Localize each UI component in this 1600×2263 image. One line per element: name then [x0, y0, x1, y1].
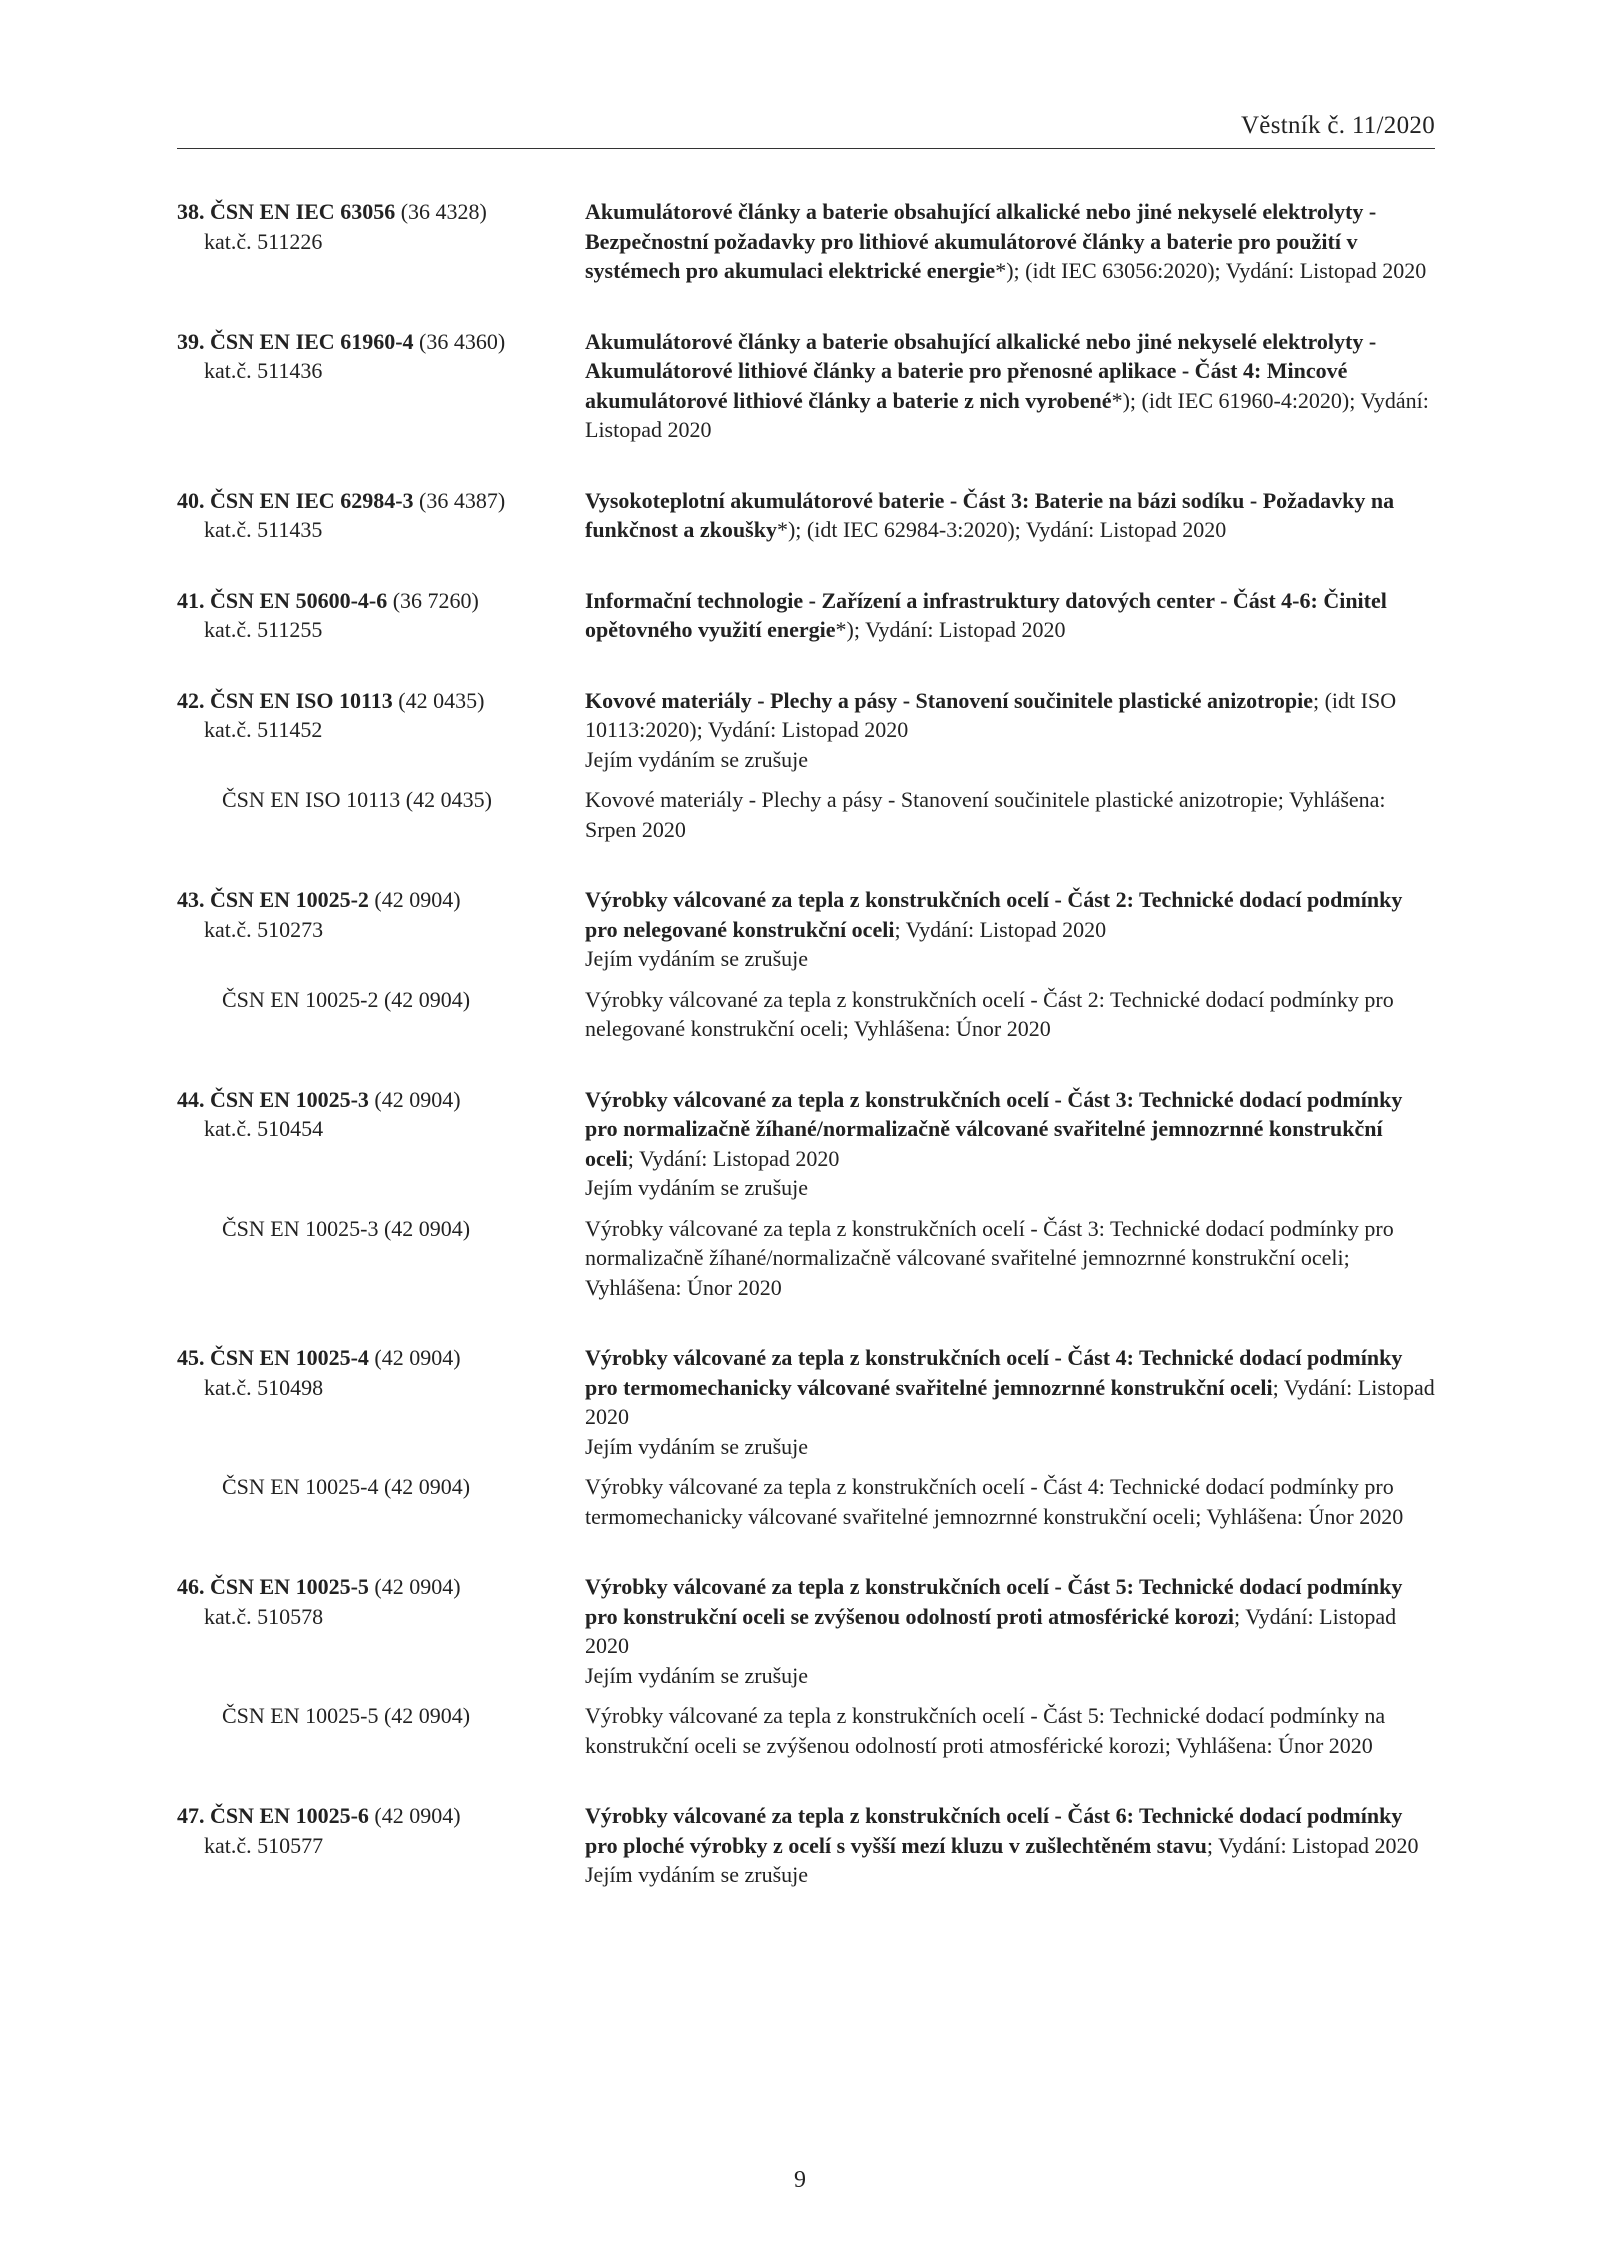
catalog-number: kat.č. 511436 [204, 358, 323, 383]
standard-id: ČSN EN 50600-4-6 [210, 587, 388, 613]
classification-code: (42 0904) [374, 1086, 461, 1112]
standard-info: *); (idt IEC 63056:2020); Vydání: Listopad 2020 [995, 258, 1427, 283]
standard-id: ČSN EN 10025-2 [210, 887, 369, 912]
entry-number: 38. [177, 199, 205, 224]
withdrawn-standard-id: ČSN EN 10025-2 (42 0904) [222, 986, 471, 1012]
entry-number: 42. [177, 687, 205, 713]
withdrawn-standard-title: Výrobky válcované za tepla z konstrukčních ocelí - Část 4: Technické dodací podmínky pro termomechanicky válcované svařitelné jemnozrnné konstrukční oceli; Vyhlášena: Únor 2020 [585, 1474, 1404, 1529]
classification-code: (42 0904) [374, 1574, 461, 1599]
classification-code: (42 0904) [374, 1345, 461, 1370]
page-header [177, 108, 1435, 149]
standard-info: ; Vydání: Listopad 2020 [585, 1603, 1397, 1658]
standard-info: *); Vydání: Listopad 2020 [835, 617, 1066, 642]
catalog-number: kat.č. 511435 [204, 517, 323, 542]
standard-title: Výrobky válcované za tepla z konstrukčních ocelí - Část 6: Technické dodací podmínky pro ploché výrobky z ocelí s vyšší mezí kluzu v zušlechtěném stavu [585, 1803, 1403, 1858]
withdrawn-standard-title: Kovové materiály - Plechy a pásy - Stanovení součinitele plastické anizotropie; Vyhlášena: Srpen 2020 [585, 787, 1386, 842]
standard-title: Výrobky válcované za tepla z konstrukčních ocelí - Část 2: Technické dodací podmínky pro nelegované konstrukční oceli [585, 887, 1403, 942]
replaces-note: Jejím vydáním se zrušuje [585, 1433, 809, 1459]
withdrawn-standard-id: ČSN EN 10025-3 (42 0904) [222, 1215, 471, 1241]
catalog-number: kat.č. 511255 [204, 617, 323, 642]
list-item [177, 686, 1435, 845]
standard-title: Výrobky válcované za tepla z konstrukčních ocelí - Část 5: Technické dodací podmínky pro konstrukční oceli se zvýšenou odolností proti atmosférické korozi [585, 1574, 1403, 1629]
entry-number: 44. [177, 1086, 205, 1112]
standards-list [177, 197, 1435, 1931]
standard-info: ; (idt ISO 10113:2020); Vydání: Listopad 2020 [585, 687, 1397, 742]
standard-id: ČSN EN 10025-6 [210, 1803, 369, 1828]
standard-title: Informační technologie - Zařízení a infrastruktury datových center - Část 4-6: Činitel opětovného využití energie [585, 587, 1387, 642]
standard-id: ČSN EN 10025-5 [210, 1574, 369, 1599]
list-item [177, 486, 1435, 545]
replaces-note: Jejím vydáním se zrušuje [585, 1175, 809, 1200]
standard-info: *); (idt IEC 61960-4:2020); Vydání: Listopad 2020 [585, 387, 1429, 442]
replaces-note: Jejím vydáním se zrušuje [585, 1862, 809, 1887]
standard-title: Akumulátorové články a baterie obsahující alkalické nebo jiné nekyselé elektrolyty - Akumulátorové lithiové články a baterie pro přenosné aplikace - Část 4: Mincové akumulátorové lithiové články a baterie z nich vyrobené [585, 328, 1377, 413]
catalog-number: kat.č. 510578 [204, 1603, 324, 1629]
bulletin-title: Věstník č. 11/2020 [1240, 112, 1435, 139]
withdrawn-standard-title: Výrobky válcované za tepla z konstrukčních ocelí - Část 5: Technické dodací podmínky na konstrukční oceli se zvýšenou odolností proti atmosférické korozi; Vyhlášena: Únor 2020 [585, 1703, 1386, 1758]
list-item [177, 197, 1435, 286]
catalog-number: kat.č. 511452 [204, 717, 323, 742]
standard-id: ČSN EN 10025-3 [210, 1086, 369, 1112]
list-item [177, 327, 1435, 445]
standard-id: ČSN EN IEC 61960-4 [210, 328, 414, 354]
catalog-number: kat.č. 510273 [204, 916, 324, 942]
standard-info: ; Vydání: Listopad 2020 [585, 1374, 1435, 1429]
list-item [177, 885, 1435, 1044]
catalog-number: kat.č. 511226 [204, 228, 323, 254]
standard-id: ČSN EN 10025-4 [210, 1345, 369, 1370]
withdrawn-standard-title: Výrobky válcované za tepla z konstrukčních ocelí - Část 3: Technické dodací podmínky pro normalizačně žíhané/normalizačně válcované svařitelné jemnozrnné konstrukční oceli; Vyhlášena: Únor 2020 [585, 1215, 1394, 1300]
entry-number: 45. [177, 1345, 205, 1370]
classification-code: (42 0904) [374, 887, 461, 912]
standard-id: ČSN EN IEC 62984-3 [210, 487, 414, 513]
standard-title: Výrobky válcované za tepla z konstrukčních ocelí - Část 4: Technické dodací podmínky pro termomechanicky válcované svařitelné jemnozrnné konstrukční oceli [585, 1345, 1403, 1400]
standard-id: ČSN EN ISO 10113 [210, 687, 393, 713]
entry-number: 46. [177, 1574, 205, 1599]
withdrawn-standard-id: ČSN EN 10025-5 (42 0904) [222, 1703, 471, 1728]
list-item [177, 1343, 1435, 1531]
standard-title: Kovové materiály - Plechy a pásy - Stanovení součinitele plastické anizotropie [585, 687, 1313, 713]
standard-title: Výrobky válcované za tepla z konstrukčních ocelí - Část 3: Technické dodací podmínky pro normalizačně žíhané/normalizačně válcované svařitelné jemnozrnné konstrukční oceli [585, 1086, 1403, 1171]
replaces-note: Jejím vydáním se zrušuje [585, 946, 809, 971]
list-item [177, 1572, 1435, 1760]
catalog-number: kat.č. 510577 [204, 1832, 324, 1858]
entry-number: 40. [177, 487, 205, 513]
entry-number: 39. [177, 328, 205, 354]
standard-info: *); (idt IEC 62984-3:2020); Vydání: Listopad 2020 [776, 517, 1227, 542]
classification-code: (36 4387) [419, 487, 506, 513]
replaces-note: Jejím vydáním se zrušuje [585, 746, 809, 772]
replaces-note: Jejím vydáním se zrušuje [585, 1662, 809, 1688]
standard-title: Vysokoteplotní akumulátorové baterie - Část 3: Baterie na bázi sodíku - Požadavky na funkčnost a zkoušky [585, 487, 1395, 542]
classification-code: (36 4360) [419, 328, 506, 354]
list-item [177, 1801, 1435, 1890]
list-item [177, 1085, 1435, 1303]
classification-code: (42 0904) [374, 1803, 461, 1828]
entry-number: 43. [177, 887, 205, 912]
classification-code: (42 0435) [398, 687, 485, 713]
withdrawn-standard-id: ČSN EN ISO 10113 (42 0435) [222, 787, 492, 812]
catalog-number: kat.č. 510454 [204, 1116, 324, 1141]
classification-code: (36 7260) [392, 587, 479, 613]
entry-number: 47. [177, 1803, 205, 1828]
standard-id: ČSN EN IEC 63056 [210, 199, 396, 224]
entry-number: 41. [177, 587, 205, 613]
standard-info: ; Vydání: Listopad 2020 [894, 916, 1107, 942]
standard-title: Akumulátorové články a baterie obsahující alkalické nebo jiné nekyselé elektrolyty - Bezpečnostní požadavky pro lithiové akumulátorové články a baterie pro použití v systémech pro akumulaci elektrické energie [585, 199, 1377, 283]
page-number: 9 [794, 2167, 806, 2193]
standard-info: ; Vydání: Listopad 2020 [627, 1145, 840, 1171]
withdrawn-standard-id: ČSN EN 10025-4 (42 0904) [222, 1474, 471, 1499]
standard-info: ; Vydání: Listopad 2020 [1206, 1832, 1419, 1858]
withdrawn-standard-title: Výrobky válcované za tepla z konstrukčních ocelí - Část 2: Technické dodací podmínky pro nelegované konstrukční oceli; Vyhlášena: Únor 2020 [585, 986, 1394, 1041]
classification-code: (36 4328) [400, 199, 487, 224]
list-item [177, 586, 1435, 645]
catalog-number: kat.č. 510498 [204, 1374, 324, 1400]
